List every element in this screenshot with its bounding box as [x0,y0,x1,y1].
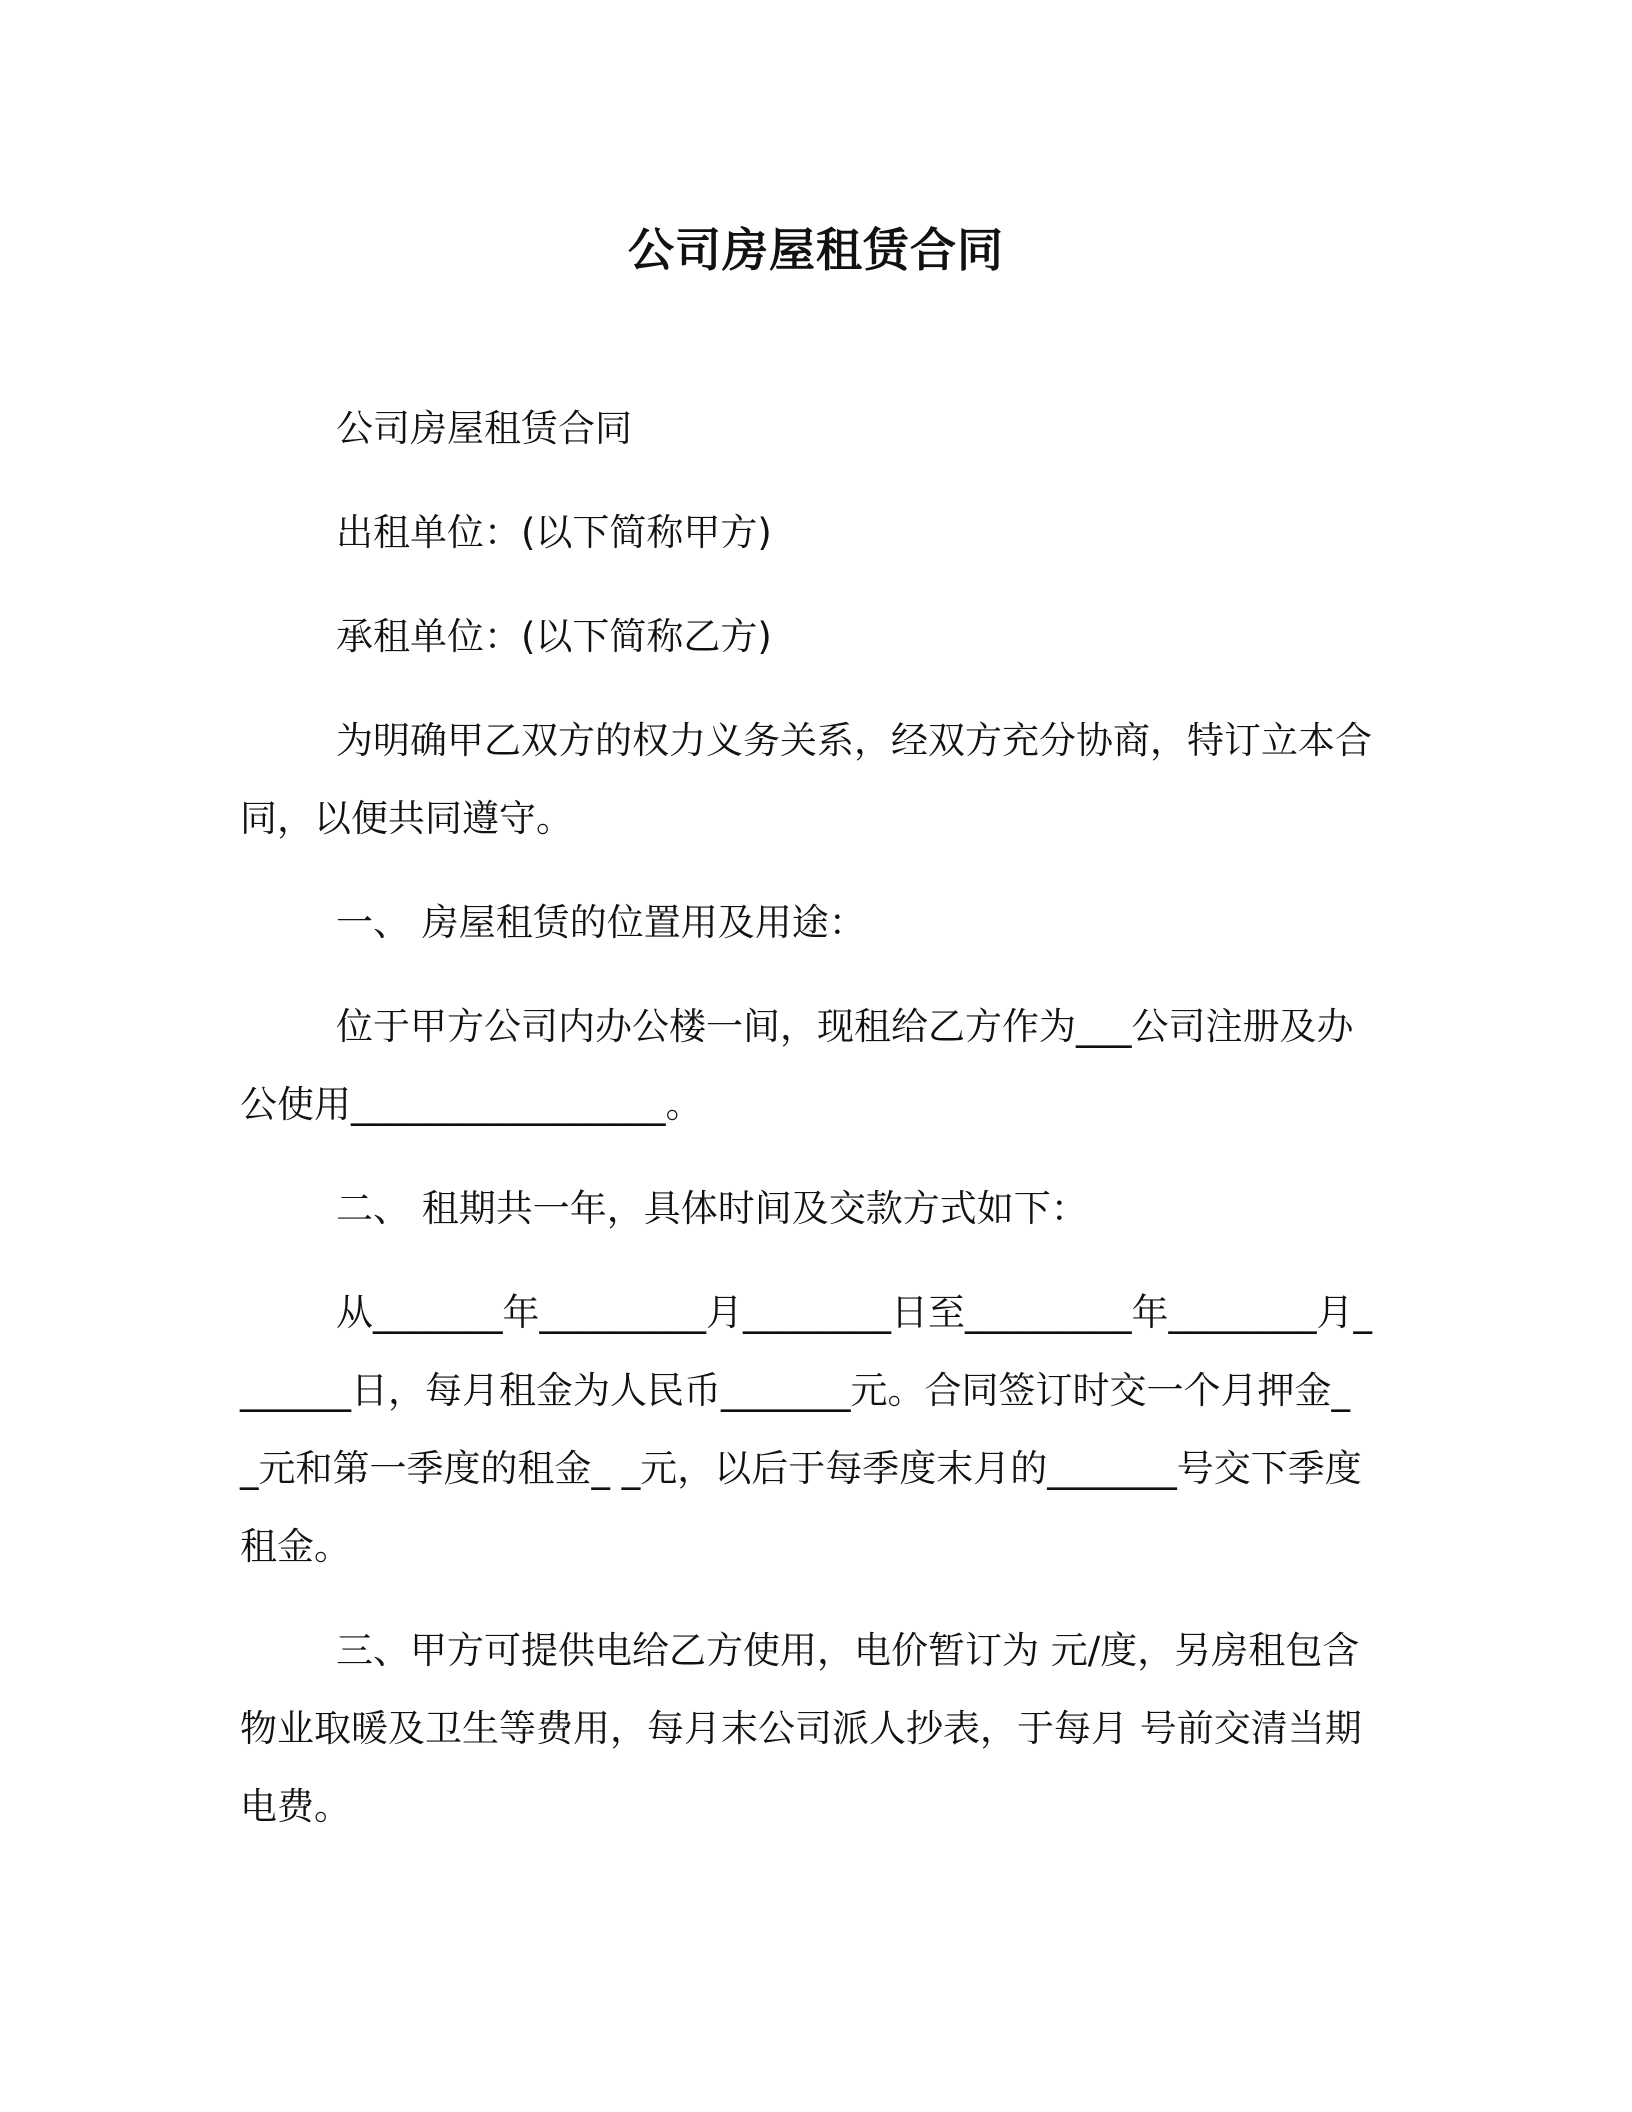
paragraph-lessor: 出租单位：(以下简称甲方) [336,511,772,554]
paragraph-section-3: 三、甲方可提供电给乙方使用，电价暂订为 元/度，另房租包含物业取暖及卫生等费用，每月末公司派人抄表，于每月 号前交清当期电费。 [240,1629,1362,1828]
paragraph-subtitle: 公司房屋租赁合同 [336,407,632,450]
paragraph-section-2-body: 从_______年_________月________日至_________年________月_______日，每月租金为人民币_______元。合同签订时交一个月押金_ _元和第一季度的租金_ _元，以后于每季度末月的_______号交下季度租金。 [240,1291,1372,1568]
paragraph-section-1-heading: 一、 房屋租赁的位置用及用途： [336,901,866,944]
paragraph-section-2-heading: 二、 租期共一年，具体时间及交款方式如下： [336,1187,1088,1230]
paragraph-preamble: 为明确甲乙双方的权力义务关系，经双方充分协商，特订立本合同，以便共同遵守。 [240,719,1372,840]
paragraph-lessee: 承租单位：(以下简称乙方) [336,615,772,658]
document-title: 公司房屋租赁合同 [628,223,1004,277]
paragraph-section-1-body: 位于甲方公司内办公楼一间，现租给乙方作为___公司注册及办公使用_________________。 [240,1005,1354,1126]
document-body [240,390,1380,1872]
